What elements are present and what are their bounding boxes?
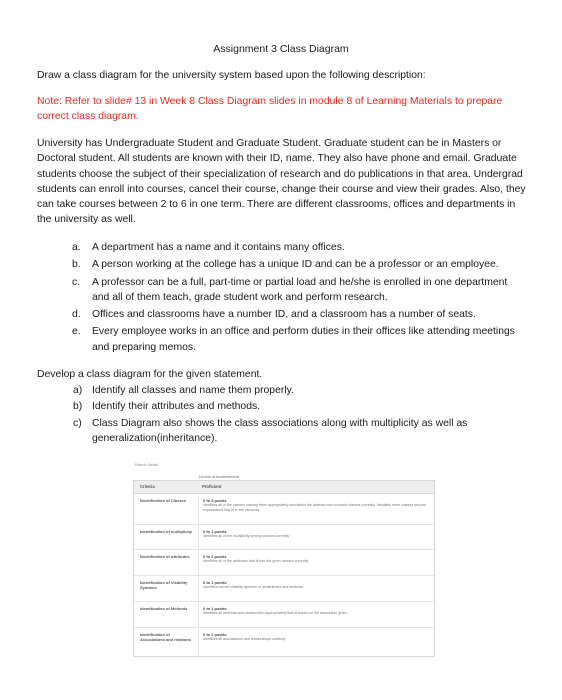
list-item: e. Every employee works in an office and perform duties in their offices like attending meetings and preparing memos. xyxy=(72,326,515,353)
rubric-col-criteria: Criteria xyxy=(140,484,155,489)
table-row: Identification of Attributes 0 to 2 points Identifies all of the attributes that fit into the given domain correctly xyxy=(134,550,434,576)
rubric-header xyxy=(134,481,434,494)
rubric-caption: Rubric Detail xyxy=(135,462,158,467)
list-item: a. A department has a name and it contains many offices. xyxy=(72,242,345,253)
list-item: a) Identify all classes and name them properly. xyxy=(73,385,294,396)
list-item: c) Class Diagram also shows the class associations along with multiplicity as well as generalization(inheritance). xyxy=(73,417,468,444)
document-title: Assignment 3 Class Diagram xyxy=(213,43,349,55)
table-row: Identification of Classes 0 to 3 points Identifies all of the classes naming them appropriately and labels the abstract and concrete classes correctly. Identifies more classes beyond expectations that fit in the hierarchy xyxy=(134,494,434,525)
description-text: University has Undergraduate Student and Graduate Student. Graduate student can be in Masters or Doctoral student. All students are known with their ID, name. They also have phone and email. Graduate students choose the subject of their specialization of research and do publications in that area. Undergrad students can enroll into courses, cancel their course, change their course and view their grades. Also, they can take courses between 2 to 6 in one term. There are different classrooms, offices and departments in the university as well. xyxy=(37,138,526,226)
list-item: c. A professor can be a full, part-time or partial load and he/she is enrolled in one department and all of them teach, grade student work and perform research. xyxy=(72,276,508,303)
requirements-list xyxy=(37,240,527,355)
list-item: b) Identify their attributes and methods. xyxy=(73,401,261,413)
rubric-image xyxy=(127,462,437,657)
list-item: d. Offices and classrooms have a number ID, and a classroom has a number of seats. xyxy=(72,309,476,321)
table-row: Identification of Visibility Symbols 0 to 1 points Identifies correct visibility symbols of all attributes and methods xyxy=(134,576,434,602)
table-row: Identification of multiplicity 0 to 1 points Identifies all of the multiplicity among classes correctly xyxy=(134,525,434,550)
table-row: Identification of Methods 0 to 1 points Identifies all methods and names them appropriately that fit based on the description given xyxy=(134,602,434,628)
develop-text: Develop a class diagram for the given statement. xyxy=(37,369,263,380)
note-text: Note: Refer to slide# 13 in Week 8 Class Diagram slides in module 8 of Learning Materials to prepare correct class diagram. xyxy=(37,96,503,123)
rubric-levels-label: Levels of Achievement xyxy=(199,474,240,479)
rubric-table xyxy=(133,480,435,657)
tasks-list xyxy=(37,383,517,446)
intro-text: Draw a class diagram for the university system based upon the following description: xyxy=(37,70,426,81)
rubric-col-level: Proficient xyxy=(202,484,222,489)
table-row: Identification of Associations and relations 0 to 2 points Identifies all associations and relationships correctly xyxy=(134,628,434,655)
list-item: b. A person working at the college has a unique ID and can be a professor or an employee. xyxy=(72,259,499,271)
